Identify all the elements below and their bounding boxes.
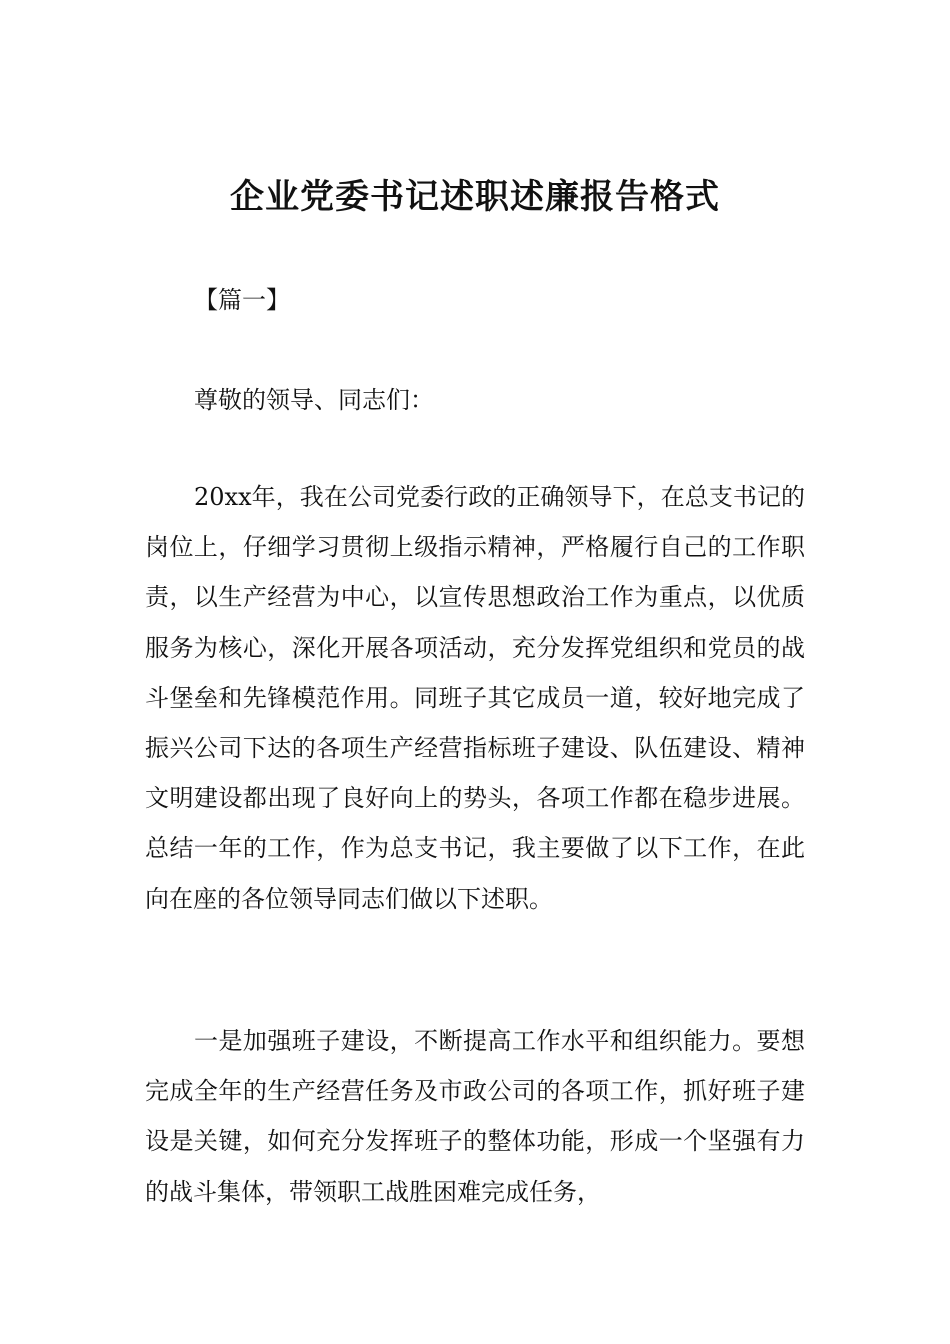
section-label: 【篇一】 — [194, 286, 290, 314]
salutation: 尊敬的领导、同志们： — [194, 386, 434, 414]
body-paragraph-2: 一是加强班子建设，不断提高工作水平和组织能力。要想完成全年的生产经营任务及市政公司的各项工作，抓好班子建设是关键，如何充分发挥班子的整体功能，形成一个坚强有力的战斗集体，带领职工战胜困难完成任务， — [145, 1027, 805, 1206]
document-title: 企业党委书记述职述廉报告格式 — [230, 177, 720, 217]
body-paragraph-1: 20xx年，我在公司党委行政的正确领导下，在总支书记的岗位上，仔细学习贯彻上级指示精神，严格履行自己的工作职责，以生产经营为中心，以宣传思想政治工作为重点，以优质服务为核心，深化开展各项活动，充分发挥党组织和党员的战斗堡垒和先锋模范作用。同班子其它成员一道，较好地完成了振兴公司下达的各项生产经营指标班子建设、队伍建设、精神文明建设都出现了良好向上的势头，各项工作都在稳步进展。总结一年的工作，作为总支书记，我主要做了以下工作，在此向在座的各位领导同志们做以下述职。 — [145, 483, 805, 913]
